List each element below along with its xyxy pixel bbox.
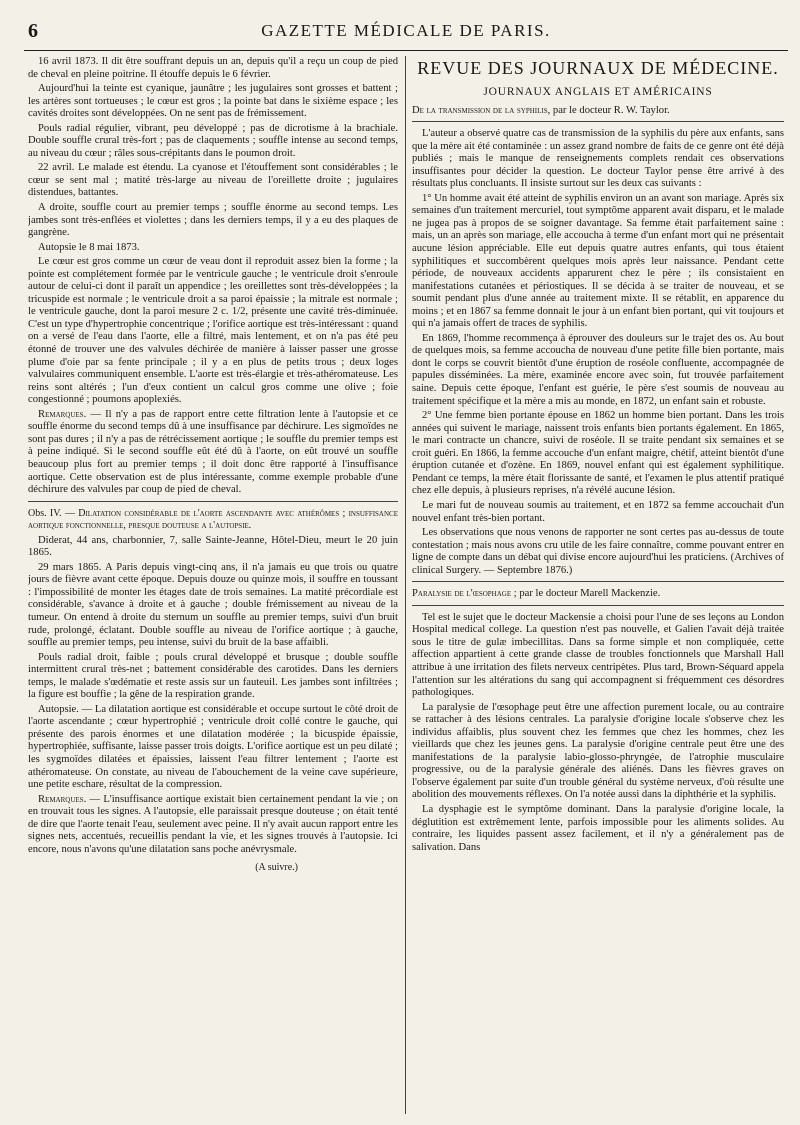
remarks-paragraph [28,794,398,857]
observation-heading [28,508,398,533]
paragraph: A droite, souffle court au premier temps ; souffle énorme au second temps. Les jambes sont très-enflées et violettes ; dans les derniers temps, il y a eu des plaques de gangrène. [28,202,398,239]
to-be-continued: (A suivre.) [255,862,298,874]
article-title: De la transmission de la syphilis [412,104,548,116]
divider [412,605,784,606]
paragraph: Le cœur est gros comme un cœur de veau dont il reproduit assez bien la forme ; la pointe est complétement formée par le ventricule gauche ; le ventricule droit s'enroule autour de celui-ci dont il paraît un appendice ; les oreillettes sont très-développées ; la tricuspide est normale ; le ventricule droit a sa paroi épaissie ; la mitrale est normale ; le ventricule gauche, dont la paroi mesure 2 c. 1/2, présente une cavité très-diminuée. C'est un type d'hypertrophie concentrique ; l'orifice aortique est très-intéressant : quand on a versé de l'eau dans l'aorte, elle a filtré, mais lentement, et on n'a pas été peu étonné de trouver une des valvules déchirée de manière à laisser passer une grosse plume d'oie par sa fente principale ; il y a en plus de petits trous ; deux loges valvulaires communiquent ensemble. L'aorte est très-élargie et très-athéromateuse. Les reins sont altérés ; l'un d'eux contient un calcul gros comme une olive ; foie congestionné ; poumons apoplexiés. [28,256,398,406]
article-author: , par le docteur R. W. Taylor. [547,104,670,116]
paragraph: 1° Un homme avait été atteint de syphilis environ un an avant son mariage. Après six semaines d'un traitement mercuriel, tout symptôme apparent avait disparu, et le malade ne jugea pas à propos de se soigner davantage. Sa femme était parfaitement saine : mais, un an après son mariage, elle accoucha à terme d'un enfant mort qui ne présentait aucune lésion appréciable. Elle eut depuis quatre autres enfants, qui tous étaient syphilitiques et succombèrent quelques mois après leur naissance. Pendant cette période, de nouveaux accidents apparurent chez le père ; ils consistaient en manifestations cutanées et périostiques. Il se décida à se traiter de nouveau, et se soumit pendant plus d'une année au traitement mixte. Il se rétablit, en apparence du moins ; et en 1867 sa femme donnait le jour à un enfant bien portant, qui vit toujours et qui n'a jamais offert de traces de syphilis. [412,192,784,330]
paragraph: Autopsie. — La dilatation aortique est considérable et occupe surtout le côté droit de l'aorte ascendante ; cœur hypertrophié ; ventricule droit collé contre le gauche, qui présente des parois énormes et une dilatation modérée ; la bicuspide épaissie, hypertrophiée, suffisante, laisse passer trois doigts. L'orifice aortique est un peu dilaté ; les sygmoïdes dilatées et épaissies, laissent l'eau filtrer lentement ; l'aorte est athéromateuse. On constate, au niveau de l'abouchement de la veine cave supérieure, une petite eschare, résultat de la compression. [28,703,398,791]
remarks-paragraph [28,409,398,497]
journal-title: GAZETTE MÉDICALE DE PARIS. [261,21,551,40]
paragraph: 2° Une femme bien portante épouse en 1862 un homme bien portant. Dans les trois années qui suivent le mariage, naissent trois enfants bien portants également. En 1865, le mari contracte un chancre, suivi de roséole. Il se traite pendant six semaines et se croit guéri. En 1866, la femme accouche d'un enfant maigre, chétif, atteint bientôt d'une éruption cutanée et d'ozène. En 1869, nouvel enfant qui est également syphilitique. Pendant ce temps, la mère était florissante de santé, et l'examen le plus attentif pratiqué chez elle depuis, à plusieurs reprises, n'a révélé aucune lésion. [412,410,784,497]
paragraph: Le mari fut de nouveau soumis au traitement, et en 1872 sa femme accouchait d'un nouvel enfant très-bien portant. [412,499,784,524]
remarks-text: — Il n'y a pas de rapport entre cette filtration lente à l'autopsie et ce souffle énorme du second temps dû à une insuffisance par déchirure. Les sigmoïdes ne sont pas dures ; il n'y a pas de rétrécissement aortique ; le souffle du premier temps est à peine indiqué. Si le second souffle eût été dû à l'aorte, on eût trouvé un souffle beaucoup plus fort au premier temps ; il doit donc être rapporté à l'insuffisance aortique. Cette observation est de plus intéressante, comme exemple probable d'une déchirure des valvules par coup de pied de cheval. [28,408,398,496]
section-title: REVUE DES JOURNAUX DE MÉDECINE. [417,58,779,78]
article-heading [412,105,784,118]
observation-label: Obs. IV. [28,507,62,519]
paragraph: Tel est le sujet que le docteur Mackensie a choisi pour l'une de ses leçons au London Hospital medical college. La question n'est pas nouvelle, et Galien l'avait déjà traitée sous le titre de gulæ imbecillitas. Dans sa forme simple et non compliquée, cette affection appartient à cette grande classe de troubles fonctionnels que Marshall Hall attribue à une irritation des filets nerveux centripètes. Plus tard, Brown-Séquard appela l'attention sur les altérations du sang qui accompagnent si fréquemment ces désordres pathologiques. [412,611,784,699]
divider [412,121,784,122]
columns [24,56,788,1114]
paragraph: 29 mars 1865. A Paris depuis vingt-cinq ans, il n'a jamais eu que trois ou quatre jours de fièvre avant cette époque. Depuis douze ou quinze mois, il souffre en toussant : l'impossibilité de monter les étages date de trois semaines. La matité précordiale est considérable, s'avance à droite et à gauche ; double frémissement au niveau de la tumeur. On entend à droite du sternum un souffle au premier temps, suivi d'un bruit rude, prolongé, éclatant. Double souffle au niveau de l'orifice aortique ; à gauche, souffle au premier temps, peu intense, suivi du bruit de la base affaibli. [28,561,398,649]
divider [412,581,784,582]
paragraph: Les observations que nous venons de rapporter ne sont certes pas au-dessus de toute contestation ; mais nous avons cru utile de les faire connaître, comme pouvant entrer en ligne de compte dans un débat qui divise encore aujourd'hui les praticiens. (Archives of clinical Surgery. — Septembre 1876.) [412,527,784,576]
left-column [28,56,398,1114]
right-column [412,56,784,1114]
article-author: ; par le docteur Marell Mackenzie. [511,588,661,600]
article-title: Paralysie de l'œsophage [412,588,512,600]
paragraph: 16 avril 1873. Il dit être souffrant depuis un an, depuis qu'il a reçu un coup de pied de cheval en pleine poitrine. Il étouffe depuis le 6 février. [28,56,398,80]
paragraph: La paralysie de l'œsophage peut être une affection purement locale, ou au contraire se rattacher à des lésions centrales. La paralysie d'origine locale s'observe chez les individus affaiblis, plus souvent chez les femmes que chez les hommes, chez les vieillards que chez les jeunes gens. La paralysie d'origine centrale peut être une des manifestations de la paralysie labio-glosso-phryngée, de l'atrophie musculaire progressive, ou de la paralysie générale des aliénés. Dans les fièvres graves on l'observe également par suite d'un trouble général du système nerveux, d'où résulte une abolition des mouvements réflexes. On l'a notée aussi dans la diphthérie et la syphilis. [412,701,784,801]
paragraph: 22 avril. Le malade est étendu. La cyanose et l'étouffement sont considérables ; le cœur se sent mal ; matité très-large au niveau de l'oreillette droite ; jugulaires distendues, battantes. [28,162,398,199]
article-heading [412,588,784,601]
divider [28,501,398,502]
paragraph: Autopsie le 8 mai 1873. [38,241,140,253]
paragraph: Pouls radial régulier, vibrant, peu développé ; pas de dicrotisme à la brachiale. Double souffle crural très-fort ; pas de claquements ; souffle intense au second temps, au niveau du cœur ; râles sous-crépitants dans le poumon droit. [28,122,398,159]
paragraph: La dysphagie est le symptôme dominant. Dans la paralysie d'origine locale, la déglutition est extrêmement lente, parfois impossible pour les aliments solides. Au contraire, les liquides passent assez facilement, et il n'y a généralement pas de salivation. Dans [412,803,784,853]
remarks-label: Remarques. [38,793,87,805]
section-subtitle: JOURNAUX ANGLAIS ET AMÉRICAINS [483,86,713,98]
page-header [24,14,788,51]
newspaper-page [24,14,788,1114]
paragraph: Pouls radial droit, faible ; pouls crural développé et brusque ; double souffle intermittent crural très-net ; battement considérable des carotides. Dans les derniers temps, le malade s'œdématie et reste assis sur un fauteuil. Les jambes sont infiltrées ; la figure est bouffie ; la gêne de la respiration grande. [28,651,398,701]
paragraph: Aujourd'hui la teinte est cyanique, jaunâtre ; les jugulaires sont grosses et battent ; les artères sont tortueuses ; le cœur est gros ; la pointe bat dans le sixième espace ; les cavités droites sont développées. On ne sent pas de frémissement. [28,83,398,120]
column-divider [405,56,406,1114]
paragraph: Diderat, 44 ans, charbonnier, 7, salle Sainte-Jeanne, Hôtel-Dieu, meurt le 20 juin 1865. [28,534,398,559]
remarks-label: Remarques. [38,408,87,420]
observation-title: — Dilatation considérable de l'aorte ascendante avec athérômes ; insuffisance aortique fonctionnelle, presque douteuse a l'autopsie. [28,507,398,532]
paragraph: L'auteur a observé quatre cas de transmission de la syphilis du père aux enfants, sans que la mère ait été contaminée : un assez grand nombre de faits de ce genre ont été déjà publiés ; mais le manque de renseignements complets rendait ces observations insuffisantes pour décider la question. Le docteur Taylor pense être arrivé à des résultats plus concluants. Il insiste surtout sur les deux cas suivants : [412,128,784,190]
page-number: 6 [28,20,38,42]
paragraph: En 1869, l'homme recommença à éprouver des douleurs sur le trajet des os. Au bout de quelques mois, sa femme accoucha de nouveau d'une petite fille bien portante, mais dont le corps se couvrit bientôt d'une éruption de roséole confluente, accompagnée de papules disséminées. La mère, examinée encore avec soin, fut trouvée parfaitement saine. Depuis cette époque, l'enfant est guérie, le père s'est soumis de nouveau au traitement spécifique et la mère a mis au monde, en 1872, un enfant sain et robuste. [412,332,784,407]
remarks-text: — L'insuffisance aortique existait bien certainement pendant la vie ; on en trouvait tous les signes. A l'autopsie, elle paraissait presque douteuse ; on était tenté de dire que l'aorte tenait l'eau, seulement avec peine. Il n'y avait aucun rapport entre les signes nets, accentués, recueillis pendant la vie, et les signes trouvés à l'autopsie. Ici encore, nous n'avons qu'une dilatation sans poche anévrysmale. [28,793,398,855]
